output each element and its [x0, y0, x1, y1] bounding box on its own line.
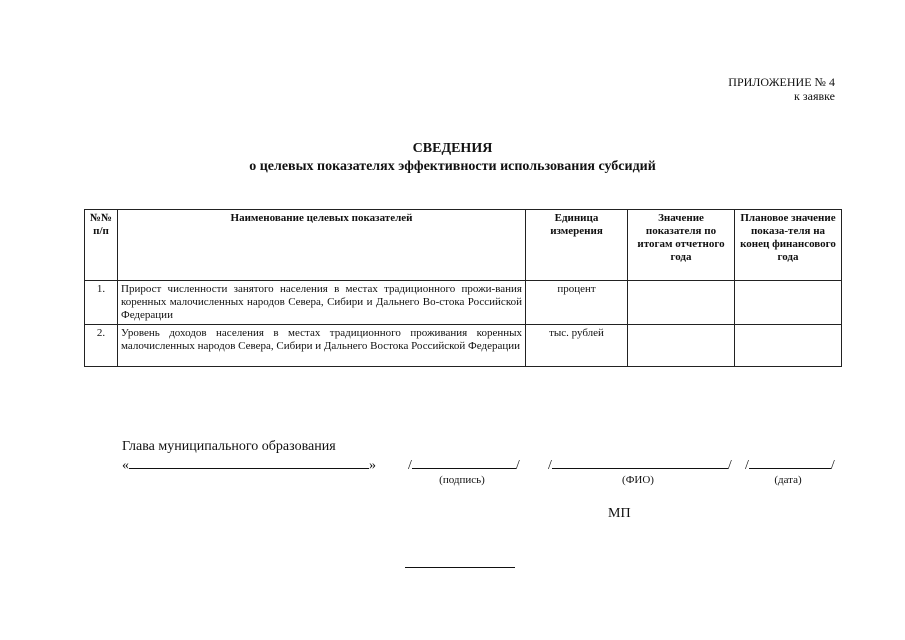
- title-subtitle: о целевых показателях эффективности использования субсидий: [249, 159, 656, 174]
- indicator-unit: тыс. рублей: [526, 325, 628, 367]
- column-header-actual: Значение показателя по итогам отчетного года: [628, 210, 735, 281]
- table-header-row: [85, 210, 842, 281]
- row-number: 1.: [85, 281, 118, 325]
- quote-close: »: [369, 458, 376, 473]
- fio-field[interactable]: [552, 455, 728, 469]
- indicator-planned-value[interactable]: [735, 281, 842, 325]
- appendix-subtitle: к заявке: [794, 89, 835, 103]
- slash-right: /: [515, 458, 520, 473]
- column-header-name: Наименование целевых показателей: [118, 210, 526, 281]
- stamp-label: МП: [608, 506, 631, 521]
- signature-line: [408, 455, 520, 474]
- date-line: [745, 455, 835, 474]
- slash-left: /: [548, 458, 552, 473]
- indicators-table: [84, 209, 842, 367]
- signatory-label: Глава муниципального образования: [122, 439, 336, 454]
- indicator-name: Уровень доходов населения в местах традиционного проживания коренных малочисленных народов Севера, Сибири и Дальнего Востока Российской Федерации: [118, 325, 526, 367]
- column-header-unit: Единица измерения: [526, 210, 628, 281]
- slash-right: /: [727, 458, 732, 473]
- fio-caption: (ФИО): [622, 474, 654, 486]
- fio-line: [548, 455, 732, 474]
- indicator-unit: процент: [526, 281, 628, 325]
- signature-caption: (подпись): [439, 474, 485, 486]
- slash-right: /: [830, 458, 835, 473]
- slash-left: /: [745, 458, 749, 473]
- appendix-header: [728, 75, 835, 103]
- appendix-number: ПРИЛОЖЕНИЕ № 4: [728, 75, 835, 89]
- title-main: СВЕДЕНИЯ: [412, 141, 493, 156]
- indicator-name: Прирост численности занятого населения в местах традиционного прожи-вания коренных малочисленных народов Севера, Сибири и Дальнего Во-стока Российской Федерации: [118, 281, 526, 325]
- date-field[interactable]: [749, 455, 831, 469]
- footer-divider: [405, 567, 515, 568]
- column-header-planned: Плановое значение показа-теля на конец финансового года: [735, 210, 842, 281]
- document-title: [0, 140, 905, 176]
- table-row: [85, 325, 842, 367]
- slash-left: /: [408, 458, 412, 473]
- indicator-actual-value[interactable]: [628, 325, 735, 367]
- signature-field[interactable]: [412, 455, 516, 469]
- quote-open: «: [122, 458, 129, 473]
- municipality-name-line: [122, 455, 376, 474]
- row-number: 2.: [85, 325, 118, 367]
- indicator-planned-value[interactable]: [735, 325, 842, 367]
- date-caption: (дата): [774, 474, 802, 486]
- column-header-number: №№ п/п: [85, 210, 118, 281]
- table-row: [85, 281, 842, 325]
- indicator-actual-value[interactable]: [628, 281, 735, 325]
- municipality-name-field[interactable]: [129, 455, 369, 469]
